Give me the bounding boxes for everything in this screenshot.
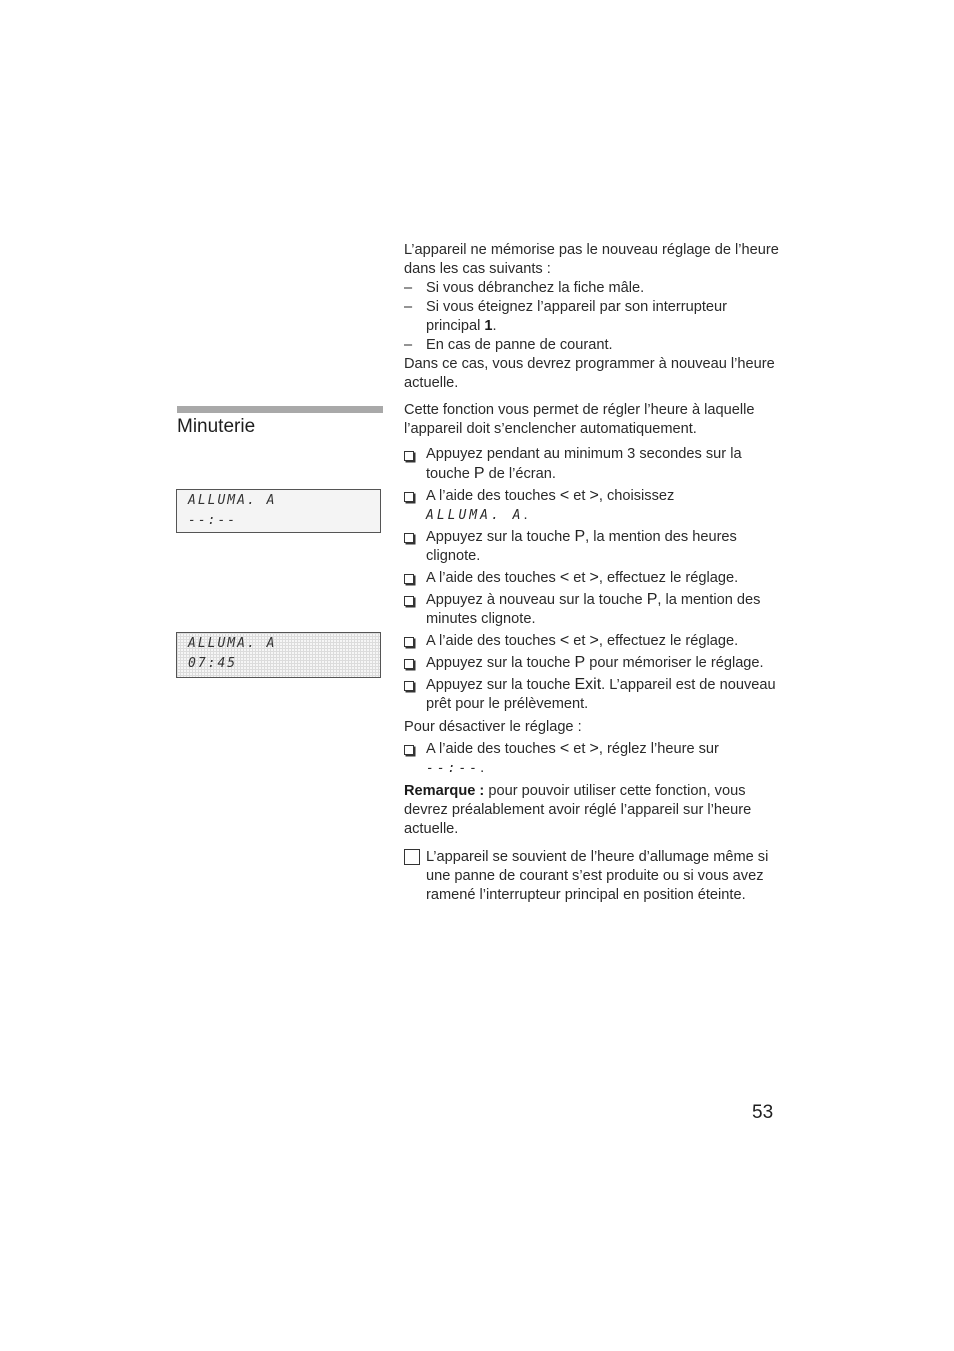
key-right: >: [589, 632, 599, 649]
key-left: <: [559, 632, 570, 649]
lcd-line: --:--: [188, 513, 238, 528]
key-right: >: [589, 487, 599, 504]
checkbox-icon: [404, 681, 414, 691]
key-p: P: [473, 465, 485, 482]
key-p: P: [574, 528, 586, 545]
key-left: <: [559, 569, 570, 586]
list-item: – Si vous éteignez l’appareil par son interrupteur principal 1.: [404, 299, 727, 334]
checkbox-icon: [404, 596, 414, 606]
lcd-inline: ALLUMA. A: [426, 508, 524, 523]
note-box-icon: [404, 849, 420, 865]
step-item: A l’aide des touches < et >, effectuez le réglage.: [404, 631, 788, 651]
list-item: – Si vous débranchez la fiche mâle.: [404, 280, 645, 296]
checkbox-icon: [404, 745, 414, 755]
intro-text: L’appareil ne mémorise pas le nouveau réglage de l’heure dans les cas suivants :: [404, 242, 779, 277]
note-item: L’appareil se souvient de l’heure d’allumage même si une panne de courant s’est produite ou si vous avez ramené l’interrupteur principal en position éteinte.: [404, 848, 788, 905]
lcd-display-set: [176, 632, 381, 678]
step-item: A l’aide des touches < et >, réglez l’heure sur --:--.: [404, 739, 788, 778]
section-rule: [177, 406, 383, 413]
checkbox-icon: [404, 659, 414, 669]
checkbox-icon: [404, 451, 414, 461]
step-item: Appuyez sur la touche Exit. L’appareil est de nouveau prêt pour le prélèvement.: [404, 675, 788, 714]
deactivate-label: Pour désactiver le réglage :: [404, 719, 582, 735]
section-title: Minuterie: [177, 416, 256, 437]
page-number: 53: [752, 1102, 774, 1123]
remark: Remarque : pour pouvoir utiliser cette fonction, vous devrez préalablement avoir réglé l’appareil sur l’heure actuelle.: [404, 783, 752, 837]
checkbox-icon: [404, 533, 414, 543]
step-item: Appuyez pendant au minimum 3 secondes sur la touche P de l’écran.: [404, 445, 788, 484]
intro-conclusion: Dans ce cas, vous devrez programmer à nouveau l’heure actuelle.: [404, 356, 775, 391]
key-left: <: [559, 740, 570, 757]
checkbox-icon: [404, 492, 414, 502]
key-exit: Exit: [574, 676, 602, 693]
list-item: – En cas de panne de courant.: [404, 337, 613, 353]
step-item: A l’aide des touches < et >, effectuez le réglage.: [404, 568, 788, 588]
lcd-display-off: [176, 489, 381, 533]
key-p: P: [646, 591, 658, 608]
key-right: >: [589, 569, 599, 586]
step-item: Appuyez sur la touche P pour mémoriser le réglage.: [404, 653, 788, 673]
step-item: Appuyez sur la touche P, la mention des heures clignote.: [404, 527, 788, 566]
lcd-inline: --:--: [426, 761, 481, 776]
intro-block: [404, 241, 784, 393]
step-item: A l’aide des touches < et >, choisissez ALLUMA. A.: [404, 486, 788, 525]
step-item: Appuyez à nouveau sur la touche P, la mention des minutes clignote.: [404, 590, 788, 629]
key-left: <: [559, 487, 570, 504]
lcd-line: 07:45: [188, 656, 238, 671]
key-right: >: [589, 740, 599, 757]
key-p: P: [574, 654, 586, 671]
lcd-line: ALLUMA. A: [188, 636, 277, 651]
function-intro: Cette fonction vous permet de régler l’heure à laquelle l’appareil doit s’enclencher automatiquement.: [404, 402, 755, 437]
instructions: [404, 401, 788, 905]
checkbox-icon: [404, 637, 414, 647]
lcd-line: ALLUMA. A: [188, 493, 277, 508]
checkbox-icon: [404, 574, 414, 584]
